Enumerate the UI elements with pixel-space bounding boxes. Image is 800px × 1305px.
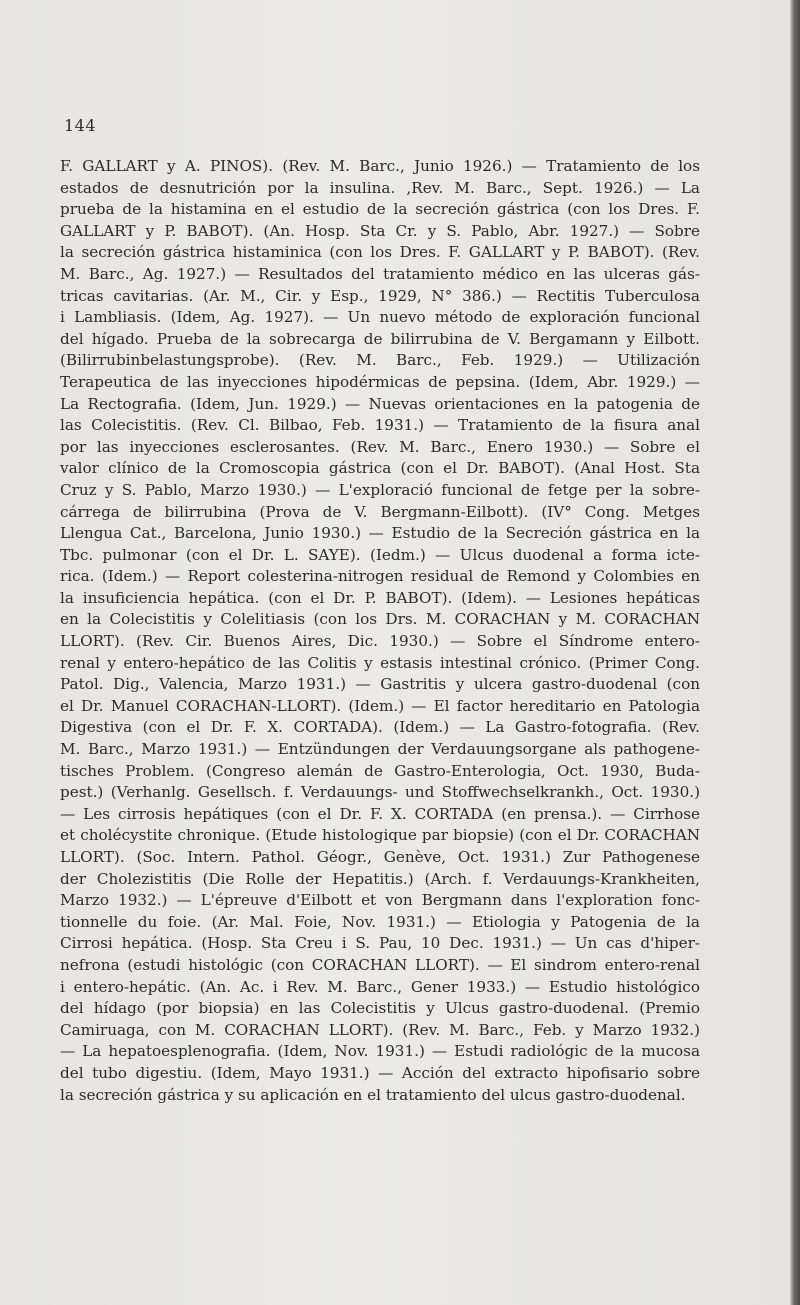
text-line: GALLART y P. BABOT). (An. Hosp. Sta Cr. y S. Pablo, Abr. 1927.) — Sobre [60, 221, 700, 240]
text-line: Patol. Dig., Valencia, Marzo 1931.) — Gastritis y ulcera gastro-duodenal (con [60, 675, 700, 694]
text-line: — Les cirrosis hepátiques (con el Dr. F. X. CORTADA (en prensa.). — Cirrhose [60, 804, 700, 823]
text-line: el Dr. Manuel CORACHAN-LLORT). (Idem.) — El factor hereditario en Patologia [60, 696, 700, 715]
text-line: la secreción gástrica y su aplicación en el tratamiento del ulcus gastro-duodenal. [60, 1085, 686, 1104]
text-line: tisches Problem. (Congreso alemán de Gastro-Enterologia, Oct. 1930, Buda- [60, 761, 700, 780]
bibliography-paragraph [60, 156, 700, 1106]
text-line: del hídago (por biopsia) en las Colecistitis y Ulcus gastro-duodenal. (Premio [60, 999, 700, 1018]
text-line: tionnelle du foie. (Ar. Mal. Foie, Nov. 1931.) — Etiologia y Patogenia de la [60, 912, 700, 931]
text-line: pest.) (Verhanlg. Gesellsch. f. Verdauungs- und Stoffwechselkrankh., Oct. 1930.) [60, 783, 700, 802]
text-line: la secreción gástrica histaminica (con los Dres. F. GALLART y P. BABOT). (Rev. [60, 243, 700, 262]
text-line: del tubo digestiu. (Idem, Mayo 1931.) — Acción del extracto hipofisario sobre [60, 1063, 700, 1082]
text-line: por las inyecciones esclerosantes. (Rev. M. Barc., Enero 1930.) — Sobre el [60, 437, 700, 456]
text-line: del hígado. Prueba de la sobrecarga de bilirrubina de V. Bergamann y Eilbott. [60, 329, 700, 348]
text-line: tricas cavitarias. (Ar. M., Cir. y Esp., 1929, N° 386.) — Rectitis Tuberculosa [60, 286, 700, 305]
text-line: cárrega de bilirrubina (Prova de V. Bergmann-Eilbott). (IV° Cong. Metges [60, 502, 700, 521]
text-line: Marzo 1932.) — L'épreuve d'Eilbott et von Bergmann dans l'exploration fonc- [60, 891, 700, 910]
text-line: Llengua Cat., Barcelona, Junio 1930.) — Estudio de la Secreción gástrica en la [60, 524, 700, 543]
text-line: (Bilirrubinbelastungsprobe). (Rev. M. Barc., Feb. 1929.) — Utilización [60, 351, 700, 370]
text-line: Cruz y S. Pablo, Marzo 1930.) — L'exploració funcional de fetge per la sobre- [60, 480, 700, 499]
text-line: estados de desnutrición por la insulina. ,Rev. M. Barc., Sept. 1926.) — La [60, 178, 700, 197]
text-line: renal y entero-hepático de las Colitis y estasis intestinal crónico. (Primer Cong. [60, 653, 700, 672]
text-line: F. GALLART y A. PINOS). (Rev. M. Barc., Junio 1926.) — Tratamiento de los [60, 157, 700, 175]
text-line: Terapeutica de las inyecciones hipodérmicas de pepsina. (Idem, Abr. 1929.) — [60, 372, 700, 391]
text-line: i entero-hepátic. (An. Ac. i Rev. M. Barc., Gener 1933.) — Estudio histológico [60, 977, 700, 996]
text-line: prueba de la histamina en el estudio de la secreción gástrica (con los Dres. F. [60, 200, 700, 219]
text-line: La Rectografia. (Idem, Jun. 1929.) — Nuevas orientaciones en la patogenia de [60, 394, 700, 413]
page-binding-edge [790, 0, 800, 1305]
text-line: LLORT). (Soc. Intern. Pathol. Géogr., Genève, Oct. 1931.) Zur Pathogenese [60, 848, 700, 866]
text-line: M. Barc., Marzo 1931.) — Entzündungen der Verdauungsorgane als pathogene- [60, 740, 700, 759]
text-line: la insuficiencia hepática. (con el Dr. P. BABOT). (Idem). — Lesiones hepáticas [60, 588, 700, 607]
text-line: i Lambliasis. (Idem, Ag. 1927). — Un nuevo método de exploración funcional [60, 308, 700, 327]
text-line: rica. (Idem.) — Report colesterina-nitrogen residual de Remond y Colombies en [60, 567, 700, 586]
text-line: et cholécystite chronique. (Etude histologique par biopsie) (con el Dr. CORACHAN [60, 826, 700, 845]
text-line: Tbc. pulmonar (con el Dr. L. SAYE). (Iedm.) — Ulcus duodenal a forma icte- [60, 545, 700, 564]
text-line: Camiruaga, con M. CORACHAN LLORT). (Rev. M. Barc., Feb. y Marzo 1932.) [60, 1020, 700, 1039]
text-line: valor clínico de la Cromoscopia gástrica (con el Dr. BABOT). (Anal Host. Sta [60, 459, 700, 478]
text-line: en la Colecistitis y Colelitiasis (con los Drs. M. CORACHAN y M. CORACHAN [60, 610, 700, 629]
text-line: Digestiva (con el Dr. F. X. CORTADA). (Idem.) — La Gastro-fotografia. (Rev. [60, 718, 700, 737]
text-line: nefrona (estudi histológic (con CORACHAN LLORT). — El sindrom entero-renal [60, 955, 700, 974]
text-line: las Colecistitis. (Rev. Cl. Bilbao, Feb. 1931.) — Tratamiento de la fisura anal [60, 416, 700, 435]
text-line: LLORT). (Rev. Cir. Buenos Aires, Dic. 1930.) — Sobre el Síndrome entero- [60, 632, 700, 651]
text-line: M. Barc., Ag. 1927.) — Resultados del tratamiento médico en las ulceras gás- [60, 264, 700, 283]
text-line: — La hepatoesplenografia. (Idem, Nov. 1931.) — Estudi radiológic de la mucosa [60, 1042, 700, 1061]
text-line: Cirrosi hepática. (Hosp. Sta Creu i S. Pau, 10 Dec. 1931.) — Un cas d'hiper- [60, 934, 700, 953]
text-line: der Cholezistitis (Die Rolle der Hepatitis.) (Arch. f. Verdauungs-Krankheiten, [60, 869, 700, 888]
page-number: 144 [64, 116, 97, 135]
